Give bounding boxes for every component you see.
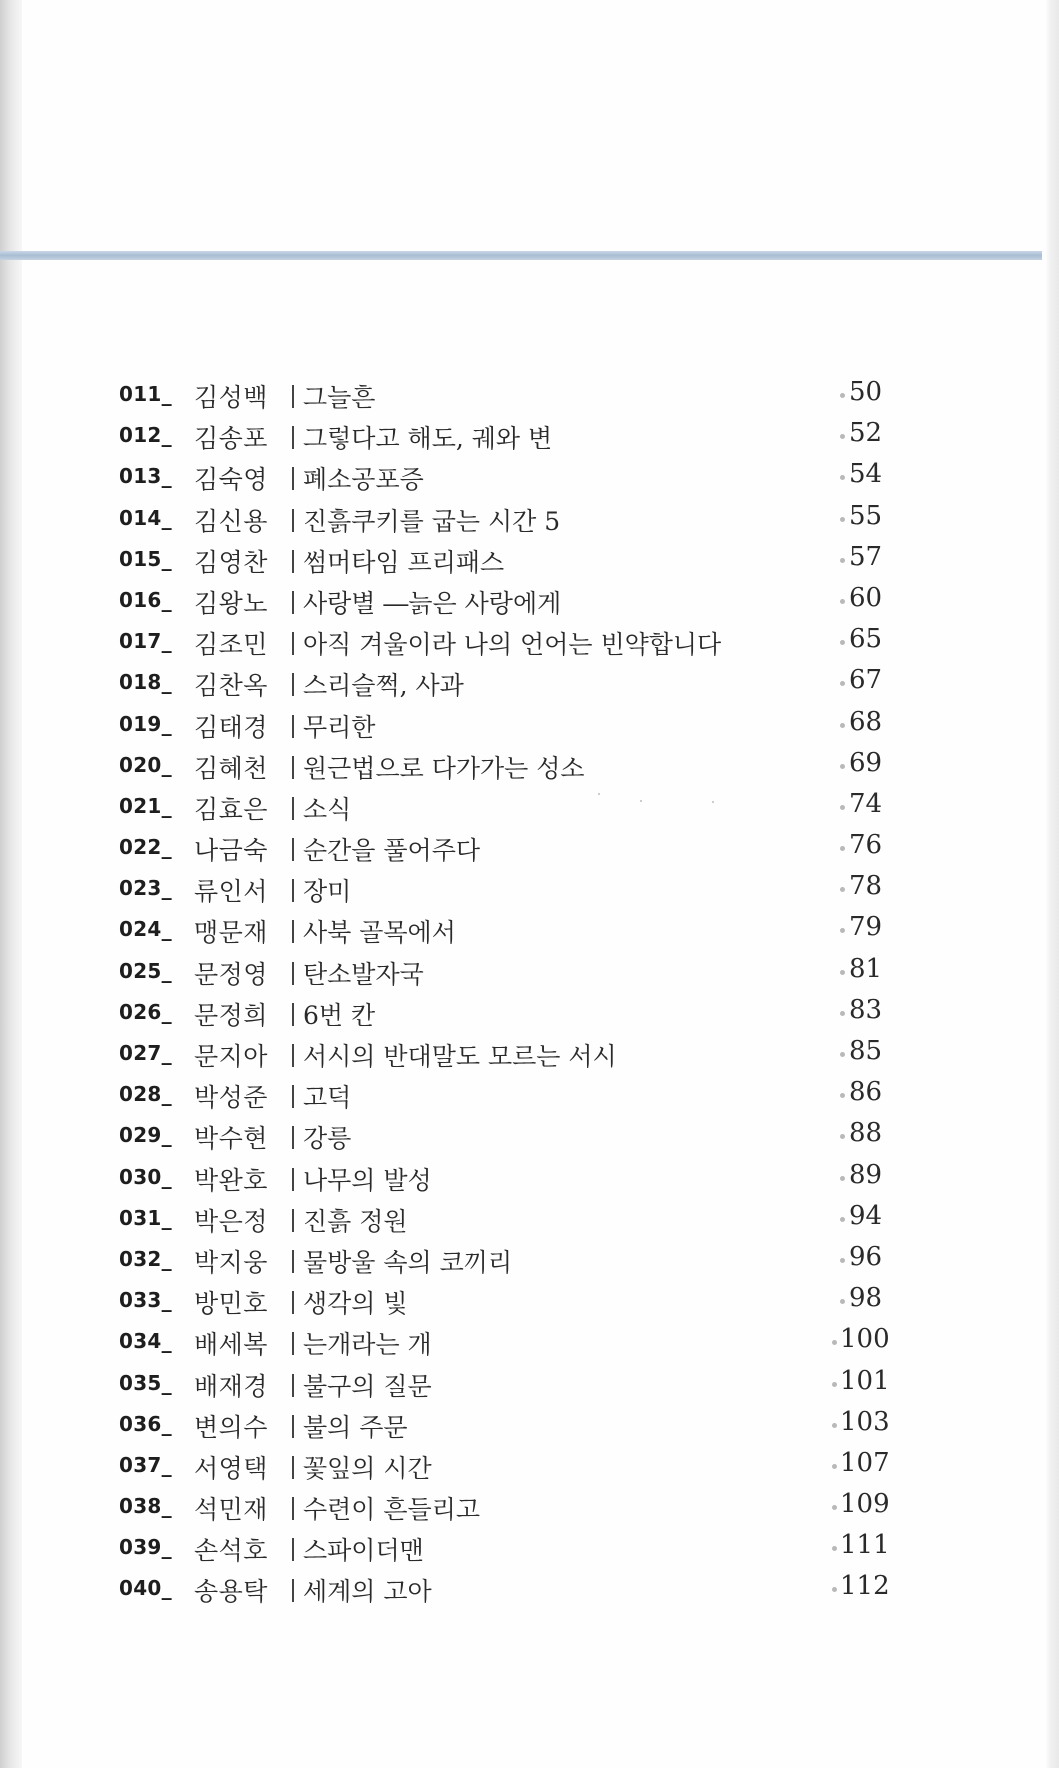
entry-author: 김숙영 <box>194 465 268 495</box>
entry-author: 박지웅 <box>194 1247 268 1277</box>
separator-bar <box>292 467 294 490</box>
bullet-dot <box>840 1258 845 1263</box>
bullet-dot <box>840 517 845 522</box>
entry-number: 018_ <box>119 670 172 695</box>
entry-page-number: 103 <box>840 1406 890 1437</box>
entry-title: 원근법으로 다가가는 성소 <box>303 753 585 783</box>
bullet-dot <box>840 640 845 645</box>
toc-entry <box>0 500 1059 541</box>
entry-page-number: 100 <box>840 1324 890 1355</box>
toc-entry <box>0 953 1059 994</box>
entry-author: 박은정 <box>194 1206 268 1236</box>
toc-entry <box>0 1570 1059 1611</box>
entry-author: 송용탁 <box>194 1577 268 1607</box>
separator-bar <box>292 879 294 902</box>
separator-bar <box>292 385 294 408</box>
entry-page-number: 52 <box>849 418 883 449</box>
separator-bar <box>292 756 294 779</box>
toc-entry <box>0 870 1059 911</box>
toc-entry <box>0 1323 1059 1364</box>
bullet-dot <box>832 1505 837 1510</box>
bullet-dot <box>832 1546 837 1551</box>
entry-number: 025_ <box>119 958 172 983</box>
entry-title: 사북 골목에서 <box>303 918 456 948</box>
toc-entry <box>0 829 1059 870</box>
entry-number: 022_ <box>119 835 172 860</box>
toc-entry <box>0 458 1059 499</box>
entry-page-number: 98 <box>849 1283 883 1314</box>
separator-bar <box>292 426 294 449</box>
entry-title: 강릉 <box>303 1124 352 1154</box>
header-rule <box>0 251 1042 260</box>
entry-title: 서시의 반대말도 모르는 서시 <box>303 1042 617 1071</box>
entry-page-number: 74 <box>849 788 883 819</box>
separator-bar <box>292 1374 294 1397</box>
separator-bar <box>292 509 294 532</box>
entry-author: 김찬옥 <box>194 671 268 701</box>
toc-entry <box>0 747 1059 788</box>
bullet-dot <box>840 393 845 398</box>
entry-page-number: 78 <box>849 871 883 902</box>
entry-page-number: 76 <box>849 830 883 861</box>
entry-author: 문정영 <box>194 959 268 989</box>
entry-page-number: 81 <box>849 953 883 984</box>
separator-bar <box>292 1250 294 1273</box>
entry-author: 김영찬 <box>194 547 268 577</box>
entry-number: 037_ <box>119 1452 172 1477</box>
toc-entry <box>0 623 1059 664</box>
entry-number: 011_ <box>119 382 172 406</box>
entry-title: 고덕 <box>303 1083 352 1113</box>
toc-entry <box>0 1406 1059 1447</box>
entry-number: 028_ <box>119 1082 172 1107</box>
entry-author: 맹문재 <box>194 918 268 948</box>
toc-entry <box>0 582 1059 623</box>
entry-title: 순간을 풀어주다 <box>303 836 480 866</box>
bullet-dot <box>840 558 845 563</box>
entry-page-number: 57 <box>849 541 883 572</box>
bullet-dot <box>840 1217 845 1222</box>
entry-author: 김혜천 <box>194 753 268 783</box>
entry-number: 033_ <box>119 1288 172 1313</box>
entry-title: 그늘흔 <box>303 383 376 412</box>
entry-page-number: 60 <box>849 582 883 613</box>
entry-author: 서영택 <box>194 1453 268 1483</box>
entry-title: 6번 칸 <box>303 1000 376 1030</box>
separator-bar <box>292 1003 294 1026</box>
entry-page-number: 111 <box>840 1530 890 1561</box>
entry-author: 문정희 <box>194 1000 268 1030</box>
entry-author: 김효은 <box>194 794 268 824</box>
separator-bar <box>292 632 294 655</box>
entry-number: 013_ <box>119 464 172 489</box>
entry-author: 박성준 <box>194 1083 268 1113</box>
bullet-dot <box>840 1093 845 1098</box>
entry-title: 폐소공포증 <box>303 465 424 495</box>
entry-number: 015_ <box>119 546 172 571</box>
entry-author: 김왕노 <box>194 588 268 618</box>
entry-page-number: 69 <box>849 747 883 778</box>
entry-author: 석민재 <box>194 1495 268 1525</box>
entry-title: 그렇다고 해도, 궤와 변 <box>303 424 553 454</box>
bullet-dot <box>840 1176 845 1181</box>
separator-bar <box>292 838 294 861</box>
entry-number: 020_ <box>119 752 172 777</box>
entry-page-number: 68 <box>849 706 883 737</box>
entry-title: 는개라는 개 <box>303 1330 432 1360</box>
entry-number: 023_ <box>119 876 172 901</box>
bullet-dot <box>840 599 845 604</box>
entry-number: 034_ <box>119 1329 172 1354</box>
entry-author: 박완호 <box>194 1165 268 1195</box>
entry-page-number: 96 <box>849 1241 883 1272</box>
separator-bar <box>292 962 294 985</box>
bullet-dot <box>832 1423 837 1428</box>
entry-author: 배재경 <box>194 1371 268 1401</box>
entry-page-number: 85 <box>849 1036 883 1066</box>
entry-author: 김신용 <box>194 506 268 536</box>
entry-page-number: 112 <box>840 1571 890 1602</box>
bullet-dot <box>840 970 845 975</box>
bullet-dot <box>840 887 845 892</box>
separator-bar <box>292 591 294 614</box>
separator-bar <box>292 1456 294 1479</box>
entry-author: 방민호 <box>194 1289 268 1319</box>
entry-page-number: 88 <box>849 1118 883 1149</box>
entry-title: 물방울 속의 코끼리 <box>303 1247 513 1277</box>
separator-bar <box>292 1209 294 1232</box>
entry-number: 040_ <box>119 1576 172 1601</box>
entry-title: 아직 겨울이라 나의 언어는 빈약합니다 <box>303 630 722 660</box>
entry-title: 불의 주문 <box>303 1412 408 1442</box>
bullet-dot <box>832 1464 837 1469</box>
entry-title: 진흙쿠키를 굽는 시간 5 <box>303 506 561 536</box>
toc-entry <box>0 994 1059 1035</box>
bullet-dot <box>840 1299 845 1304</box>
entry-number: 012_ <box>119 423 172 448</box>
entry-title: 탄소발자국 <box>303 959 424 989</box>
separator-bar <box>292 1415 294 1438</box>
entry-author: 김조민 <box>194 630 268 660</box>
entry-title: 썸머타임 프리패스 <box>303 547 505 577</box>
bullet-dot <box>840 434 845 439</box>
separator-bar <box>292 673 294 696</box>
entry-number: 016_ <box>119 587 172 612</box>
entry-author: 류인서 <box>194 877 268 907</box>
entry-title: 소식 <box>303 794 352 824</box>
bullet-dot <box>840 805 845 810</box>
toc-entry <box>0 1488 1059 1529</box>
entry-title: 생각의 빛 <box>303 1289 408 1319</box>
entry-page-number: 55 <box>849 500 883 531</box>
toc-entry <box>0 1282 1059 1323</box>
toc-entry <box>0 417 1059 458</box>
bullet-dot <box>840 681 845 686</box>
toc-entry <box>0 1200 1059 1241</box>
entry-author: 김성백 <box>194 383 268 412</box>
toc-entry <box>0 1241 1059 1282</box>
entry-number: 030_ <box>119 1164 172 1189</box>
separator-bar <box>292 1085 294 1108</box>
separator-bar <box>292 920 294 943</box>
entry-title: 사랑별 ―늙은 사랑에게 <box>303 588 562 618</box>
separator-bar <box>292 1291 294 1314</box>
entry-title: 세계의 고아 <box>303 1577 432 1607</box>
entry-page-number: 109 <box>840 1489 890 1520</box>
separator-bar <box>292 550 294 573</box>
entry-author: 김태경 <box>194 712 268 742</box>
toc-entry <box>0 1035 1059 1076</box>
entry-page-number: 86 <box>849 1077 883 1108</box>
entry-author: 배세복 <box>194 1330 268 1360</box>
bullet-dot <box>832 1382 837 1387</box>
bullet-dot <box>840 1011 845 1016</box>
entry-author: 김송포 <box>194 424 268 454</box>
toc-entry <box>0 911 1059 952</box>
entry-number: 026_ <box>119 999 172 1024</box>
entry-title: 수련이 흔들리고 <box>303 1495 480 1525</box>
entry-page-number: 67 <box>849 665 883 696</box>
entry-number: 019_ <box>119 711 172 736</box>
entry-number: 027_ <box>119 1041 172 1065</box>
entry-author: 나금숙 <box>194 836 268 866</box>
entry-author: 박수현 <box>194 1124 268 1154</box>
toc-entry <box>0 1159 1059 1200</box>
bullet-dot <box>840 475 845 480</box>
toc-entry <box>0 1365 1059 1406</box>
entry-title: 장미 <box>303 877 352 907</box>
toc-entry <box>0 1529 1059 1570</box>
bullet-dot <box>840 764 845 769</box>
separator-bar <box>292 1044 294 1067</box>
entry-number: 039_ <box>119 1535 172 1560</box>
separator-bar <box>292 1538 294 1561</box>
bullet-dot <box>832 1340 837 1345</box>
toc-entry <box>0 541 1059 582</box>
separator-bar <box>292 715 294 738</box>
entry-title: 스파이더맨 <box>303 1536 424 1566</box>
entry-number: 014_ <box>119 505 172 530</box>
bullet-dot <box>840 846 845 851</box>
entry-title: 나무의 발성 <box>303 1165 432 1195</box>
entry-page-number: 54 <box>849 459 883 490</box>
entry-title: 스리슬쩍, 사과 <box>303 671 464 701</box>
entry-number: 035_ <box>119 1370 172 1395</box>
bullet-dot <box>840 1052 845 1057</box>
separator-bar <box>292 1579 294 1602</box>
entry-number: 036_ <box>119 1411 172 1436</box>
entry-page-number: 94 <box>849 1200 883 1231</box>
toc-entry <box>0 1076 1059 1117</box>
table-of-contents <box>0 376 1059 1612</box>
entry-title: 무리한 <box>303 712 376 742</box>
toc-entry <box>0 706 1059 747</box>
entry-author: 문지아 <box>194 1042 268 1071</box>
bullet-dot <box>832 1587 837 1592</box>
separator-bar <box>292 797 294 820</box>
entry-title: 불구의 질문 <box>303 1371 432 1401</box>
entry-page-number: 107 <box>840 1447 890 1478</box>
entry-page-number: 101 <box>840 1365 890 1396</box>
toc-entry <box>0 788 1059 829</box>
toc-entry <box>0 664 1059 705</box>
bullet-dot <box>840 928 845 933</box>
separator-bar <box>292 1126 294 1149</box>
entry-number: 029_ <box>119 1123 172 1148</box>
entry-title: 진흙 정원 <box>303 1206 408 1236</box>
entry-number: 017_ <box>119 629 172 654</box>
toc-entry <box>0 1117 1059 1158</box>
separator-bar <box>292 1497 294 1520</box>
entry-page-number: 89 <box>849 1159 883 1190</box>
entry-page-number: 65 <box>849 624 883 655</box>
entry-number: 038_ <box>119 1494 172 1519</box>
toc-entry <box>0 1447 1059 1488</box>
entry-page-number: 83 <box>849 994 883 1025</box>
entry-page-number: 79 <box>849 912 883 943</box>
entry-number: 032_ <box>119 1246 172 1271</box>
entry-author: 손석호 <box>194 1536 268 1566</box>
entry-page-number: 50 <box>849 377 883 407</box>
entry-number: 031_ <box>119 1205 172 1230</box>
entry-number: 021_ <box>119 793 172 818</box>
entry-number: 024_ <box>119 917 172 942</box>
separator-bar <box>292 1168 294 1191</box>
toc-entry <box>0 376 1059 417</box>
bullet-dot <box>840 723 845 728</box>
entry-title: 꽃잎의 시간 <box>303 1453 432 1483</box>
separator-bar <box>292 1332 294 1355</box>
entry-author: 변의수 <box>194 1412 268 1442</box>
bullet-dot <box>840 1134 845 1139</box>
